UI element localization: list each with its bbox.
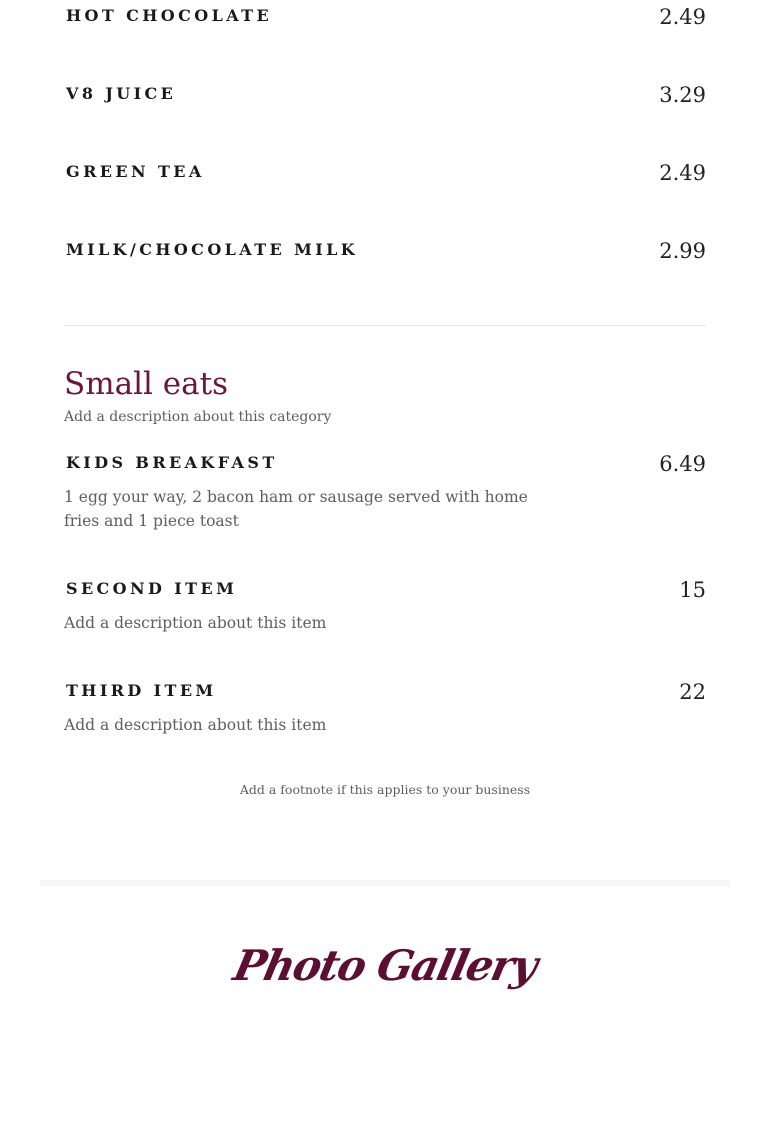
- gallery-title: Photo Gallery: [229, 941, 541, 990]
- item-name: KIDS BREAKFAST: [66, 453, 278, 472]
- item-name: V8 JUICE: [66, 84, 177, 103]
- item-name: SECOND ITEM: [66, 579, 238, 598]
- item-price: 15: [679, 578, 706, 602]
- item-price: 3.29: [659, 83, 706, 107]
- category-description: Add a description about this category: [64, 409, 332, 425]
- item-description: Add a description about this item: [64, 614, 327, 632]
- item-name: MILK/CHOCOLATE MILK: [66, 240, 359, 259]
- item-name: HOT CHOCOLATE: [66, 6, 273, 25]
- item-price: 2.49: [659, 5, 706, 29]
- section-separator: [40, 880, 730, 886]
- section-divider: [64, 325, 706, 326]
- item-price: 2.49: [659, 161, 706, 185]
- item-price: 22: [679, 680, 706, 704]
- item-price: 2.99: [659, 239, 706, 263]
- item-description: 1 egg your way, 2 bacon ham or sausage served with home fries and 1 piece toast: [64, 488, 528, 530]
- menu-footnote: Add a footnote if this applies to your business: [239, 782, 531, 797]
- item-price: 6.49: [659, 452, 706, 476]
- item-description: Add a description about this item: [64, 716, 327, 734]
- category-title: Small eats: [64, 366, 228, 402]
- item-name: GREEN TEA: [66, 162, 205, 181]
- item-name: THIRD ITEM: [66, 681, 217, 700]
